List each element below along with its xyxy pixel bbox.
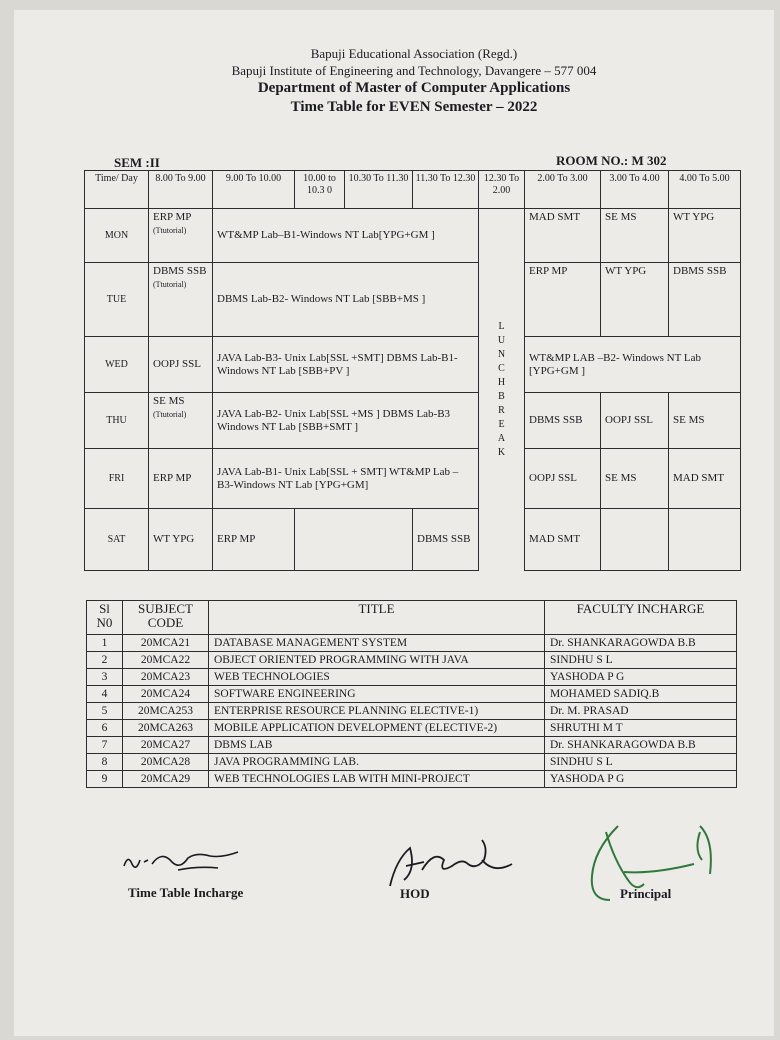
afternoon-cell-3: DBMS SSB — [669, 263, 741, 337]
subject-row — [87, 720, 737, 737]
subject-faculty: SINDHU S L — [545, 754, 737, 771]
col-header-slot-2: 9.00 To 10.00 — [213, 171, 295, 209]
first-period-cell: OOPJ SSL — [149, 337, 213, 393]
subject-row — [87, 737, 737, 754]
subject-row — [87, 771, 737, 788]
subject-slno: 2 — [87, 652, 123, 669]
col-header-slot-3: 10.00 to 10.3 0 — [295, 171, 345, 209]
lab-cell: JAVA Lab-B3- Unix Lab[SSL +SMT] DBMS Lab-B1- Windows NT Lab [SBB+PV ] — [213, 337, 479, 393]
saturday-empty-cell-1 — [601, 509, 669, 571]
saturday-empty-cell-2 — [669, 509, 741, 571]
col-header-title: TITLE — [209, 601, 545, 635]
timetable-row-fri — [85, 449, 741, 509]
room-label: ROOM NO.: M 302 — [556, 153, 667, 168]
first-period-cell: DBMS SSB (Ttutorial) — [149, 263, 213, 337]
afternoon-cell-1: DBMS SSB — [525, 393, 601, 449]
principal-label: Principal — [620, 886, 672, 901]
col-header-slot-7: 2.00 To 3.00 — [525, 171, 601, 209]
col-header-slot-5: 11.30 To 12.30 — [413, 171, 479, 209]
col-header-slot-1: 8.00 To 9.00 — [149, 171, 213, 209]
timetable-incharge-label: Time Table Incharge — [128, 885, 244, 900]
subject-slno: 4 — [87, 686, 123, 703]
subject-row — [87, 686, 737, 703]
subject-code: 20MCA21 — [123, 635, 209, 652]
day-label: MON — [85, 209, 149, 263]
subject-slno: 1 — [87, 635, 123, 652]
timetable-header-row — [85, 171, 741, 209]
saturday-cell-5: MAD SMT — [525, 509, 601, 571]
subjects-header-row — [87, 601, 737, 635]
afternoon-cell-2: SE MS — [601, 449, 669, 509]
timetable-row-tue — [85, 263, 741, 337]
timetable — [84, 170, 741, 571]
timetable-row-wed — [85, 337, 741, 393]
subject-code: 20MCA23 — [123, 669, 209, 686]
col-header-slot-8: 3.00 To 4.00 — [601, 171, 669, 209]
subject-code: 20MCA24 — [123, 686, 209, 703]
first-period-cell: WT YPG — [149, 509, 213, 571]
timetable-row-mon — [85, 209, 741, 263]
subject-faculty: SINDHU S L — [545, 652, 737, 669]
afternoon-cell-1: ERP MP — [525, 263, 601, 337]
subject-code: 20MCA253 — [123, 703, 209, 720]
subject-code: 20MCA28 — [123, 754, 209, 771]
afternoon-cell-3: SE MS — [669, 393, 741, 449]
afternoon-cell-2: OOPJ SSL — [601, 393, 669, 449]
subject-faculty: MOHAMED SADIQ.B — [545, 686, 737, 703]
col-header-slot-4: 10.30 To 11.30 — [345, 171, 413, 209]
afternoon-cell-3: WT YPG — [669, 209, 741, 263]
tutorial-note: (Ttutorial) — [153, 410, 187, 419]
subject-title: DATABASE MANAGEMENT SYSTEM — [209, 635, 545, 652]
subject-code: 20MCA263 — [123, 720, 209, 737]
afternoon-cell-1: MAD SMT — [525, 209, 601, 263]
col-header-faculty: FACULTY INCHARGE — [545, 601, 737, 635]
subject-row — [87, 635, 737, 652]
subject-slno: 6 — [87, 720, 123, 737]
first-period-cell: ERP MP (Ttutorial) — [149, 209, 213, 263]
saturday-cell-4: DBMS SSB — [413, 509, 479, 571]
col-header-slno: Sl N0 — [87, 601, 123, 635]
subject-faculty: Dr. M. PRASAD — [545, 703, 737, 720]
first-period-cell: ERP MP — [149, 449, 213, 509]
timetable-row-thu — [85, 393, 741, 449]
subject-faculty: Dr. SHANKARAGOWDA B.B — [545, 635, 737, 652]
subject-title: SOFTWARE ENGINEERING — [209, 686, 545, 703]
subject-code: 20MCA29 — [123, 771, 209, 788]
afternoon-cell-3: MAD SMT — [669, 449, 741, 509]
subject-title: JAVA PROGRAMMING LAB. — [209, 754, 545, 771]
subject-title: ENTERPRISE RESOURCE PLANNING ELECTIVE-1) — [209, 703, 545, 720]
lab-cell: JAVA Lab-B1- Unix Lab[SSL + SMT] WT&MP Lab –B3-Windows NT Lab [YPG+GM] — [213, 449, 479, 509]
subject-slno: 3 — [87, 669, 123, 686]
hod-label: HOD — [400, 886, 430, 901]
subject-code: 20MCA22 — [123, 652, 209, 669]
semester-label: SEM :II — [114, 155, 160, 170]
lab-cell: DBMS Lab-B2- Windows NT Lab [SBB+MS ] — [213, 263, 479, 337]
first-period-cell: SE MS (Ttutorial) — [149, 393, 213, 449]
day-label: TUE — [85, 263, 149, 337]
col-header-subject-code: SUBJECT CODE — [123, 601, 209, 635]
subject-title: DBMS LAB — [209, 737, 545, 754]
department-name: Department of Master of Computer Applications — [257, 80, 571, 96]
subject-row — [87, 703, 737, 720]
subject-title: WEB TECHNOLOGIES LAB WITH MINI-PROJECT — [209, 771, 545, 788]
col-header-slot-9: 4.00 To 5.00 — [669, 171, 741, 209]
afternoon-cell-1: OOPJ SSL — [525, 449, 601, 509]
day-label: SAT — [85, 509, 149, 571]
saturday-cell-3 — [295, 509, 413, 571]
subjects-table — [86, 600, 737, 788]
afternoon-lab-cell: WT&MP LAB –B2- Windows NT Lab [YPG+GM ] — [525, 337, 741, 393]
subject-row — [87, 652, 737, 669]
afternoon-cell-2: WT YPG — [601, 263, 669, 337]
subject-faculty: YASHODA P G — [545, 669, 737, 686]
day-label: WED — [85, 337, 149, 393]
subject-title: WEB TECHNOLOGIES — [209, 669, 545, 686]
subject-title: OBJECT ORIENTED PROGRAMMING WITH JAVA — [209, 652, 545, 669]
subject-faculty: YASHODA P G — [545, 771, 737, 788]
afternoon-cell-2: SE MS — [601, 209, 669, 263]
subject-slno: 9 — [87, 771, 123, 788]
day-label: THU — [85, 393, 149, 449]
lab-cell: JAVA Lab-B2- Unix Lab[SSL +MS ] DBMS Lab-B3 Windows NT Lab [SBB+SMT ] — [213, 393, 479, 449]
col-header-time-day: Time/ Day — [85, 171, 149, 209]
subject-row — [87, 754, 737, 771]
hod-signature — [382, 830, 522, 894]
subject-faculty: Dr. SHANKARAGOWDA B.B — [545, 737, 737, 754]
timetable-incharge-signature — [118, 840, 248, 880]
timetable-row-sat — [85, 509, 741, 571]
tutorial-note: (Ttutorial) — [153, 280, 187, 289]
subject-title: MOBILE APPLICATION DEVELOPMENT (ELECTIVE-2) — [209, 720, 545, 737]
subject-faculty: SHRUTHI M T — [545, 720, 737, 737]
lunch-break-column: L U N C H B R E A K — [479, 209, 525, 571]
subject-slno: 7 — [87, 737, 123, 754]
subject-code: 20MCA27 — [123, 737, 209, 754]
tutorial-note: (Ttutorial) — [153, 226, 187, 235]
lab-cell: WT&MP Lab–B1-Windows NT Lab[YPG+GM ] — [213, 209, 479, 263]
subject-slno: 5 — [87, 703, 123, 720]
col-header-lunch: 12.30 To 2.00 — [479, 171, 525, 209]
saturday-cell-2: ERP MP — [213, 509, 295, 571]
association-name: Bapuji Educational Association (Regd.) — [310, 46, 518, 61]
subject-row — [87, 669, 737, 686]
subject-slno: 8 — [87, 754, 123, 771]
document-title: Time Table for EVEN Semester – 2022 — [290, 99, 538, 115]
day-label: FRI — [85, 449, 149, 509]
institute-name: Bapuji Institute of Engineering and Technology, Davangere – 577 004 — [231, 63, 597, 78]
